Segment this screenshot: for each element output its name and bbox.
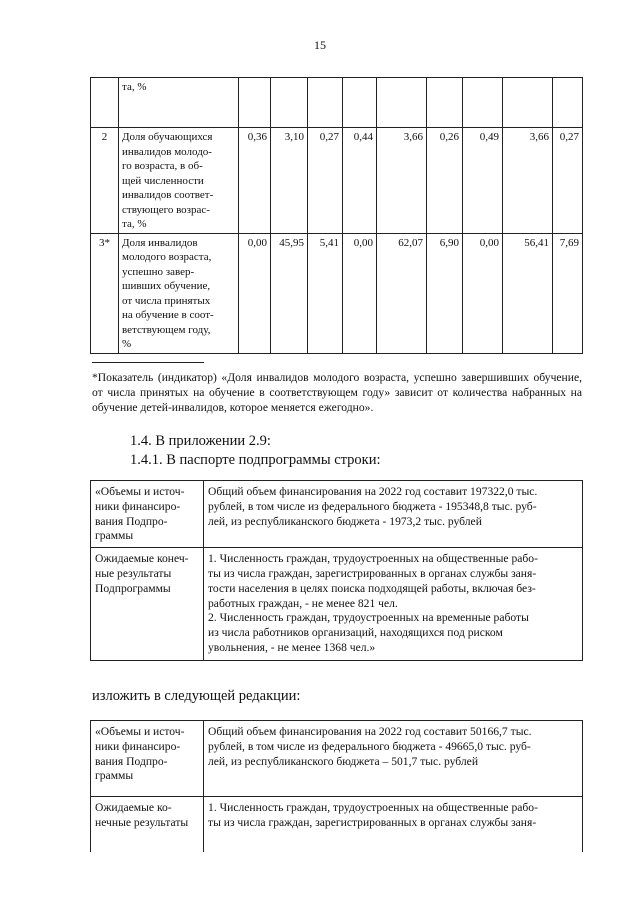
passport-content-line: 1. Численность граждан, трудоустроенных на общественные рабо-	[208, 801, 538, 814]
indicator-name-line: Доля обучающихся	[122, 131, 213, 143]
passport-label-line: вания Подпро-	[95, 754, 168, 768]
indicator-value: 0,27	[553, 128, 583, 234]
passport-content-line: работных граждан, - не менее 821 чел.	[208, 596, 398, 610]
indicator-name-line: на обучение в соот-	[122, 309, 214, 321]
passport-label-line: граммы	[95, 769, 134, 783]
passport-content-line: из числа работников организаций, находящихся под риском	[208, 626, 503, 640]
passport-label	[91, 721, 204, 797]
indicator-name-line: от числа принятых	[122, 294, 211, 307]
passport-row	[91, 797, 583, 853]
passport-content-line: 2. Численность граждан, трудоустроенных на временные работы	[208, 611, 529, 625]
passport-content-line: лей, из республиканского бюджета - 1973,2 тыс. рублей	[208, 514, 482, 528]
passport-content-line: Общий объем финансирования на 2022 год составит 197322,0 тыс.	[208, 485, 538, 498]
passport-label-line: Подпрограммы	[95, 581, 171, 595]
passport-label-line: нечные результаты	[95, 815, 189, 829]
passport-label-line: Ожидаемые ко-	[95, 801, 172, 814]
new-passport-table	[90, 720, 583, 852]
passport-content-line: тости населения в целях поиска подходящей работы, включая без-	[208, 581, 536, 595]
indicator-value: 62,07	[377, 233, 427, 353]
section-1-4: 1.4. В приложении 2.9:	[130, 433, 271, 449]
indicator-value: 0,49	[463, 128, 503, 234]
indicator-value: 6,90	[427, 233, 463, 353]
passport-content	[204, 721, 583, 797]
passport-content-line: рублей, в том числе из федерального бюджета - 195348,8 тыс. руб-	[208, 499, 537, 513]
passport-label-line: граммы	[95, 529, 134, 543]
page-number: 15	[314, 38, 326, 52]
indicator-name-line: Доля инвалидов	[122, 236, 198, 249]
indicator-number: 2	[91, 128, 119, 234]
passport-label	[91, 797, 204, 853]
passport-label-line: вания Подпро-	[95, 514, 168, 528]
indicator-name-line: та, %	[122, 218, 147, 230]
passport-content-line: увольнения, - не менее 1368 чел.»	[208, 640, 376, 654]
indicator-value: 5,41	[308, 233, 343, 353]
passport-label-line: ные результаты	[95, 566, 172, 580]
indicator-name-line: го возраста, в об-	[122, 160, 203, 172]
indicator-value: 3,66	[503, 128, 553, 234]
passport-content-line: Общий объем финансирования на 2022 год составит 50166,7 тыс.	[208, 725, 532, 738]
passport-content-line: ты из числа граждан, зарегистрированных в органах службы заня-	[208, 815, 537, 829]
indicator-value: 3,10	[271, 128, 308, 234]
indicator-value: 0,00	[463, 233, 503, 353]
passport-content-line: ты из числа граждан, зарегистрированных в органах службы заня-	[208, 566, 537, 580]
indicator-number: 3*	[91, 233, 119, 353]
indicator-value: 0,26	[427, 128, 463, 234]
section-1-4-1: 1.4.1. В паспорте подпрограммы строки:	[130, 452, 381, 468]
passport-content-line: 1. Численность граждан, трудоустроенных на общественные рабо-	[208, 552, 538, 566]
indicator-name-line: щей численности	[122, 174, 204, 187]
indicator-name-line: инвалидов молодо-	[122, 145, 212, 158]
passport-label-line: «Объемы и источ-	[95, 485, 185, 498]
indicator-value: 0,36	[239, 128, 271, 234]
indicator-value: 56,41	[503, 233, 553, 353]
indicator-value: 0,00	[239, 233, 271, 353]
indicator-value: 45,95	[271, 233, 308, 353]
passport-content-line: лей, из республиканского бюджета – 501,7 тыс. рублей	[208, 754, 479, 768]
passport-label-line: «Объемы и источ-	[95, 725, 185, 738]
indicator-name-line: инвалидов соответ-	[122, 189, 214, 201]
passport-content	[204, 797, 583, 853]
replace-instruction: изложить в следующей редакции:	[92, 688, 301, 704]
indicator-name-line: %	[122, 338, 132, 350]
indicator-name-line: успешно завер-	[122, 265, 195, 278]
passport-label-line: Ожидаемые конеч-	[95, 552, 189, 566]
indicator-value: 7,69	[553, 233, 583, 353]
indicator-value: 0,27	[308, 128, 343, 234]
indicator-name-line: та, %	[122, 81, 147, 93]
indicator-value: 0,44	[343, 128, 377, 234]
indicator-name-line: ветствующем году,	[122, 323, 211, 336]
passport-row	[91, 721, 583, 797]
footnote: *Показатель (индикатор) «Доля инвалидов молодого возраста, успешно завершивших обучение, от числа принятых на обучение в соответствующем году» зависит от количества набранных на обучение детей-инвалидов, которое меняется ежегодно».	[92, 371, 582, 414]
indicator-value: 3,66	[377, 128, 427, 234]
passport-content-line: рублей, в том числе из федерального бюджета - 49665,0 тыс. руб-	[208, 739, 531, 753]
indicator-name-line: ствующего возрас-	[122, 203, 210, 216]
passport-label-line: ники финансиро-	[95, 499, 181, 513]
indicator-value: 0,00	[343, 233, 377, 353]
passport-label-line: ники финансиро-	[95, 739, 181, 753]
indicator-name-line: молодого возраста,	[122, 251, 212, 263]
indicator-name-line: шивших обучение,	[122, 280, 211, 292]
